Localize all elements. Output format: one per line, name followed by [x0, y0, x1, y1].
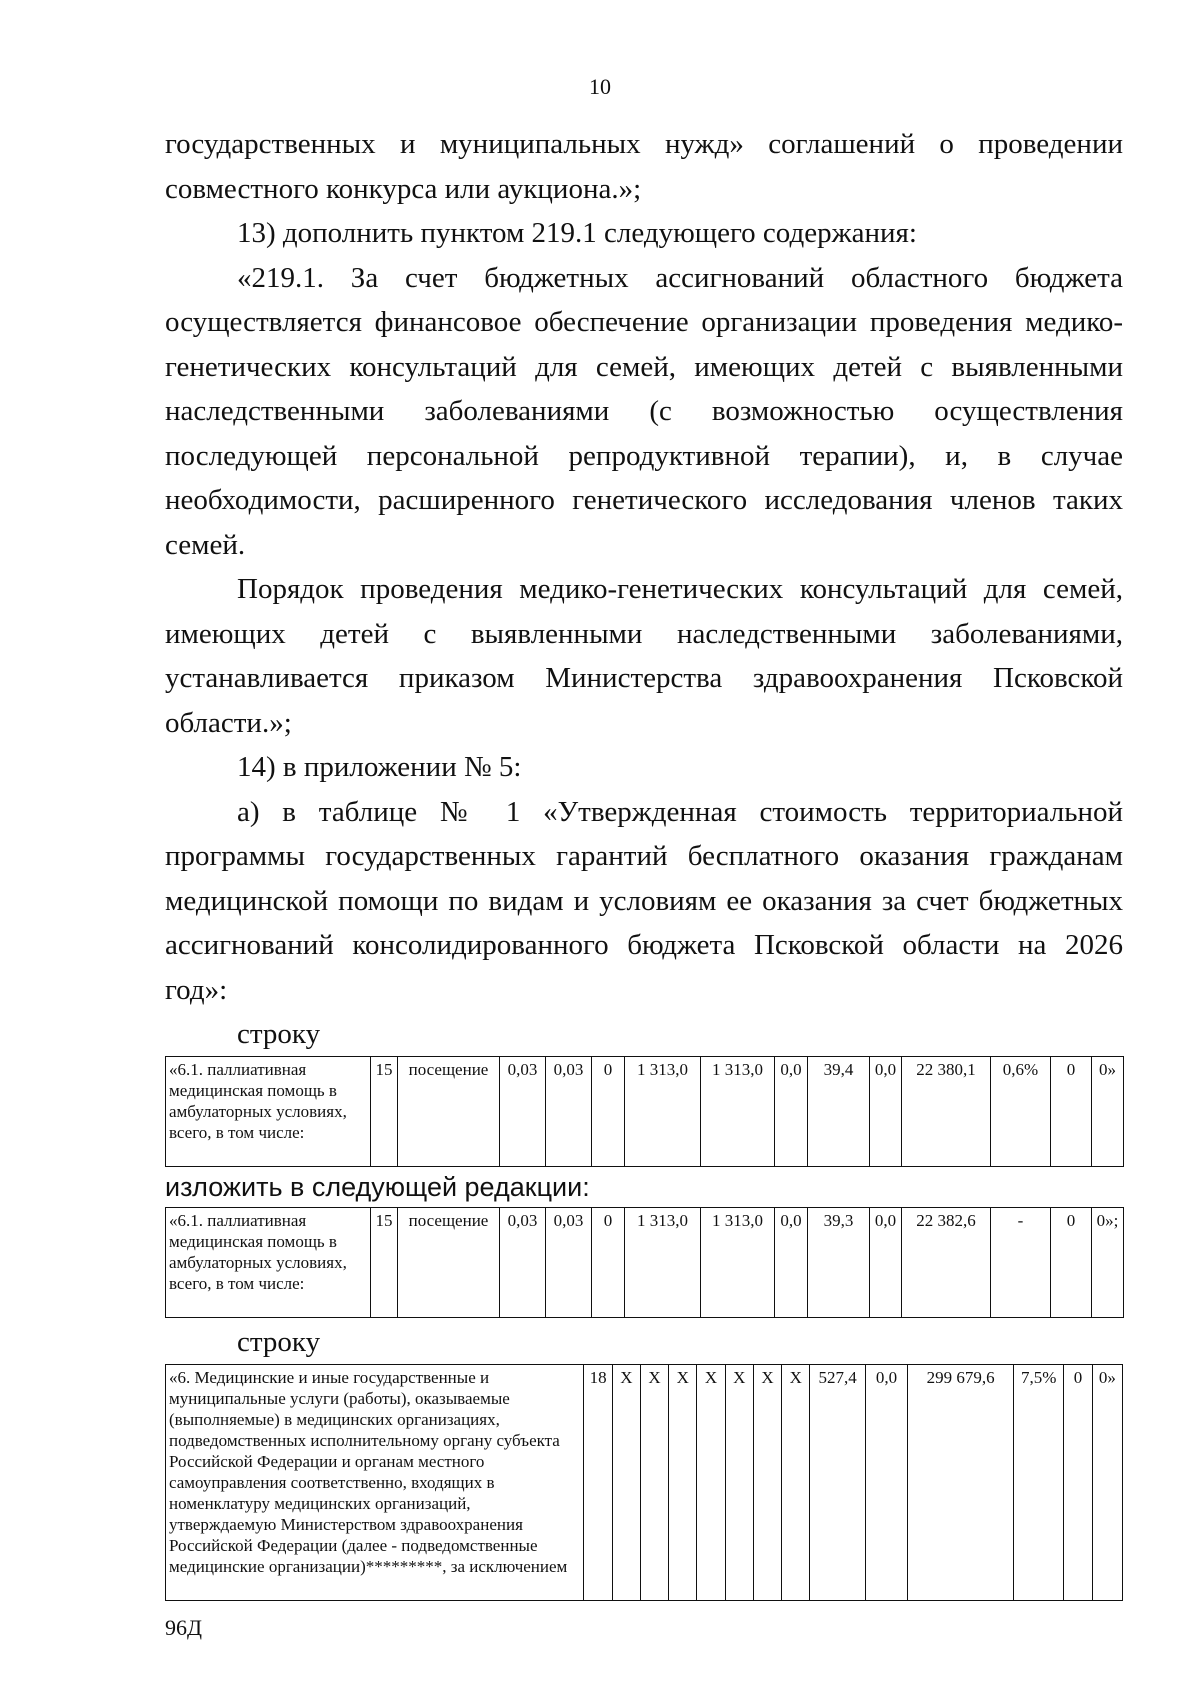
cell: 299 679,6	[908, 1365, 1014, 1601]
cell: X	[753, 1365, 781, 1601]
cell: 0	[1064, 1365, 1092, 1601]
cell: X	[725, 1365, 753, 1601]
cell: 39,3	[808, 1208, 870, 1318]
cell: 0	[592, 1208, 625, 1318]
table-row-old	[165, 1056, 1124, 1167]
cell: 0,0	[865, 1365, 907, 1601]
cell: посещение	[398, 1057, 500, 1167]
cell: 0»	[1092, 1365, 1122, 1601]
paragraph-item-14: 14) в приложении № 5:	[237, 751, 522, 783]
cell: 0»	[1092, 1057, 1124, 1167]
cell: 527,4	[810, 1365, 865, 1601]
label-izlozhit: изложить в следующей редакции:	[165, 1172, 590, 1202]
cell-name: «6.1. паллиативная медицинская помощь в амбулаторных условиях, всего, в том числе:	[166, 1208, 371, 1318]
cell: 0	[1051, 1208, 1092, 1318]
cell: 0,0	[870, 1208, 902, 1318]
document-code: 96Д	[165, 1615, 203, 1640]
cell: 22 382,6	[902, 1208, 991, 1318]
cell: X	[669, 1365, 697, 1601]
cell: -	[991, 1208, 1051, 1318]
paragraph-table-ref: а) в таблице № 1 «Утвержденная стоимость территориальной программы государственных гарантий бесплатного оказания гражданам медицинской помощи по видам и условиям ее оказания за счет бюджетных ассигнований консолидированного бюджета Псковской области на 2026 год»:	[165, 795, 1123, 1006]
cell: 0,0	[775, 1057, 808, 1167]
cell-name: «6.1. паллиативная медицинская помощь в амбулаторных условиях, всего, в том числе:	[166, 1057, 371, 1167]
cell: посещение	[398, 1208, 500, 1318]
cell: 15	[371, 1208, 398, 1318]
cell: 22 380,1	[902, 1057, 991, 1167]
page-number: 10	[589, 74, 611, 99]
cell: 39,4	[808, 1057, 870, 1167]
paragraph-219-1: «219.1. За счет бюджетных ассигнований областного бюджета осуществляется финансовое обеспечение организации проведения медико-генетических консультаций для семей, имеющих детей с выявленными наследственными заболеваниями (с возможностью осуществления последующей персональной репродуктивной терапии), и, в случае необходимости, расширенного генетического исследования членов таких семей.	[165, 261, 1123, 561]
cell: 1 313,0	[701, 1057, 775, 1167]
paragraph-item-13: 13) дополнить пунктом 219.1 следующего содержания:	[237, 217, 917, 249]
cell: 0,03	[500, 1057, 546, 1167]
cell: 0»;	[1092, 1208, 1124, 1318]
cell: X	[640, 1365, 668, 1601]
cell: 0,03	[546, 1057, 592, 1167]
document-body	[165, 122, 1123, 1601]
paragraph-procedure: Порядок проведения медико-генетических консультаций для семей, имеющих детей с выявленными наследственными заболеваниями, устанавливается приказом Министерства здравоохранения Псковской области.»;	[165, 573, 1123, 739]
cell: 0	[1051, 1057, 1092, 1167]
cell: 0,03	[546, 1208, 592, 1318]
table-row	[166, 1365, 1123, 1601]
cell: X	[782, 1365, 810, 1601]
cell: 0,0	[870, 1057, 902, 1167]
label-stroku-2: строку	[237, 1326, 321, 1358]
table-row-section-6	[165, 1364, 1123, 1601]
cell: 0,6%	[991, 1057, 1051, 1167]
cell: X	[697, 1365, 725, 1601]
table-row-new	[165, 1207, 1124, 1318]
label-stroku-1: строку	[237, 1018, 321, 1050]
table-row	[166, 1208, 1124, 1318]
cell: 0,0	[775, 1208, 808, 1318]
cell: X	[612, 1365, 640, 1601]
cell: 1 313,0	[701, 1208, 775, 1318]
cell: 0	[592, 1057, 625, 1167]
cell-name: «6. Медицинские и иные государственные и муниципальные услуги (работы), оказываемые (выполняемые) в медицинских организациях, подведомственных исполнительному органу субъекта Российской Федерации и органам местного самоуправления соответственно, входящих в номенклатуру медицинских организаций, утверждаемую Министерством здравоохранения Российской Федерации (далее - подведомственные медицинские организации)*********, за исключением	[166, 1365, 584, 1601]
cell: 18	[584, 1365, 612, 1601]
cell: 7,5%	[1014, 1365, 1064, 1601]
cell: 1 313,0	[625, 1057, 701, 1167]
paragraph-1: государственных и муниципальных нужд» соглашений о проведении совместного конкурса или аукциона.»;	[165, 128, 1123, 205]
cell: 15	[371, 1057, 398, 1167]
cell: 1 313,0	[625, 1208, 701, 1318]
table-row	[166, 1057, 1124, 1167]
cell: 0,03	[500, 1208, 546, 1318]
